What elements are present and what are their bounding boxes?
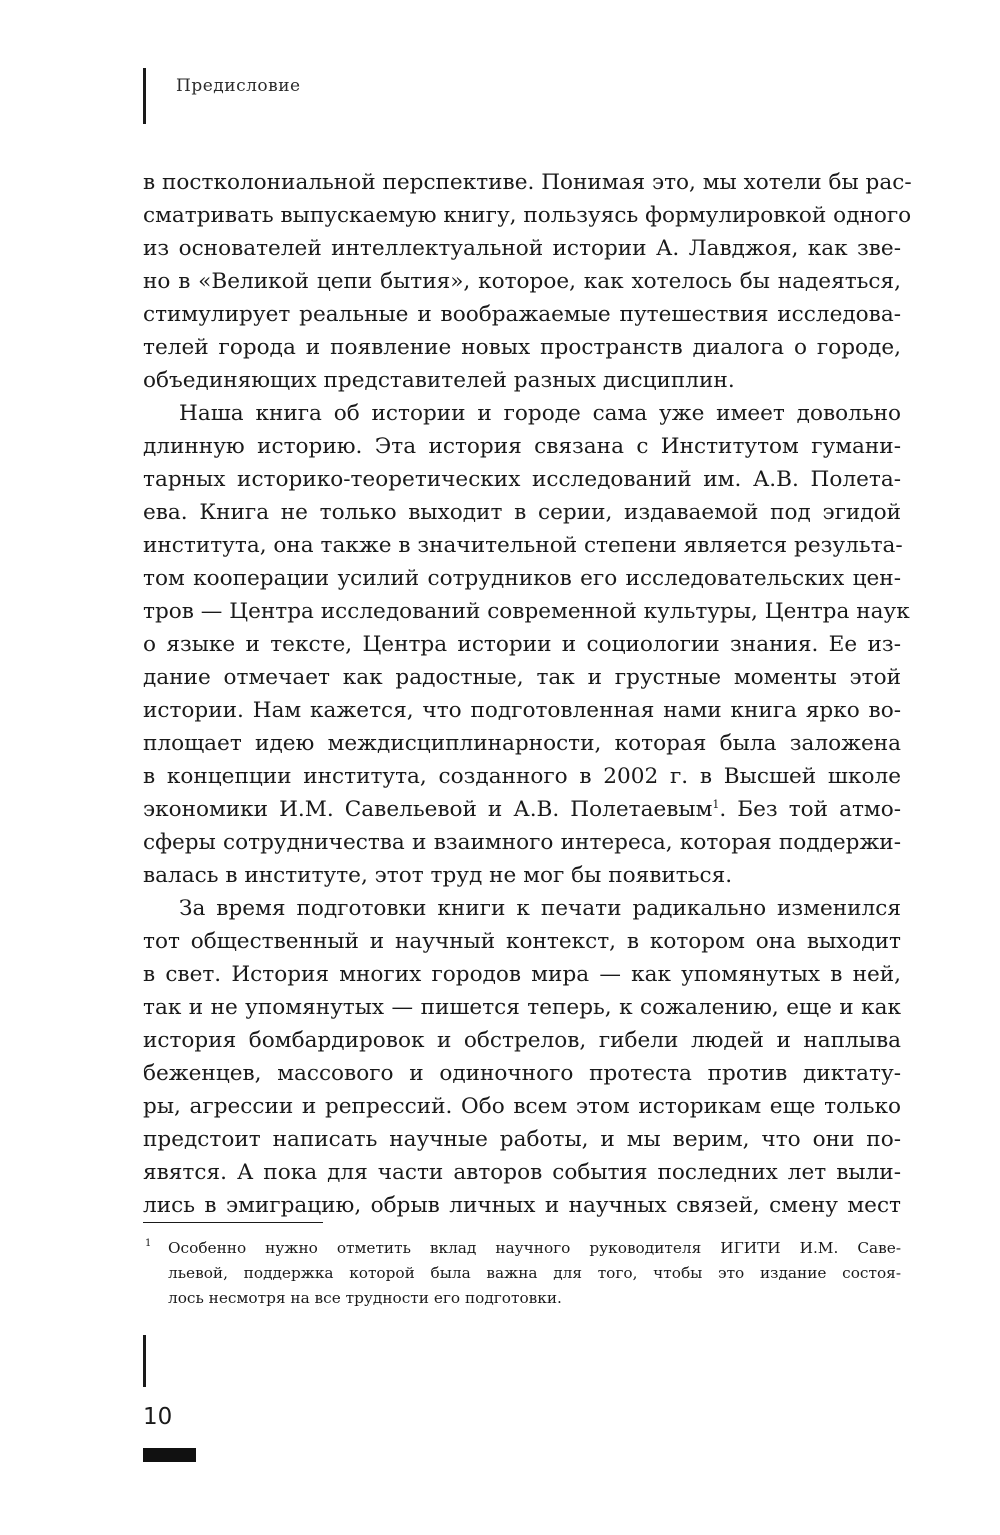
body-line: сферы сотрудничества и взаимного интереса, которая поддержи- [143,830,901,855]
body-line: так и не упомянутых — пишется теперь, к сожалению, еще и как [143,995,901,1020]
body-line: валась в институте, этот труд не мог бы появиться. [143,863,733,888]
body-line: но в «Великой цепи бытия», которое, как хотелось бы надеяться, [143,269,901,294]
body-line: стимулирует реальные и воображаемые путешествия исследова- [143,302,901,327]
footnote-separator [143,1222,323,1223]
footnote-line: лось несмотря на все трудности его подготовки. [168,1289,562,1307]
body-line: в свет. История многих городов мира — как упомянутых в ней, [143,962,901,987]
header-rule [143,68,146,124]
body-line: института, она также в значительной степени является результа- [143,533,903,558]
footer-rule [143,1335,146,1387]
body-line: лись в эмиграцию, обрыв личных и научных связей, смену мест [143,1193,901,1218]
body-line: тарных историко-теоретических исследований им. А.В. Полета- [143,467,901,492]
footnote-marker: 1 [145,1238,152,1249]
body-line: о языке и тексте, Центра истории и социологии знания. Ее из- [143,632,901,657]
body-line: За время подготовки книги к печати радикально изменился [179,896,901,921]
body-line-text: экономики И.М. Савельевой и А.В. Полетаевым [143,797,713,822]
body-line: телей города и появление новых пространств диалога о городе, [143,335,901,360]
body-line: истории. Нам кажется, что подготовленная нами книга ярко во- [143,698,901,723]
page-number-bar [143,1448,196,1462]
body-line: история бомбардировок и обстрелов, гибели людей и наплыва [143,1028,901,1053]
body-line: тров — Центра исследований современной культуры, Центра наук [143,599,910,624]
body-line: объединяющих представителей разных дисциплин. [143,368,735,393]
body-line: тот общественный и научный контекст, в котором она выходит [143,929,901,954]
body-line: в постколониальной перспективе. Понимая это, мы хотели бы рас- [143,170,912,195]
body-line: ры, агрессии и репрессий. Обо всем этом историкам еще только [143,1094,901,1119]
body-line: предстоит написать научные работы, и мы верим, что они по- [143,1127,901,1152]
body-line: явятся. А пока для части авторов события последних лет выли- [143,1160,901,1185]
body-text [143,166,912,1222]
footnote [143,1236,901,1311]
body-line-with-footnote-ref [143,793,901,826]
footnote-line: Особенно нужно отметить вклад научного руководителя ИГИТИ И.М. Саве- [168,1239,901,1257]
body-line: дание отмечает как радостные, так и грустные моменты этой [143,665,901,690]
body-line: ева. Книга не только выходит в серии, издаваемой под эгидой [143,500,901,525]
body-line-text: . Без той атмо- [719,797,901,822]
body-line: площает идею междисциплинарности, которая была заложена [143,731,901,756]
footnote-reference[interactable]: 1 [712,797,720,811]
body-line: из основателей интеллектуальной истории А. Лавджоя, как зве- [143,236,901,261]
running-head: Предисловие [176,76,301,96]
body-line: длинную историю. Эта история связана с Институтом гумани- [143,434,901,459]
body-line: сматривать выпускаемую книгу, пользуясь формулировкой одного [143,203,912,228]
body-line: беженцев, массового и одиночного протеста против диктату- [143,1061,901,1086]
body-line: в концепции института, созданного в 2002 г. в Высшей школе [143,764,901,789]
body-line: том кооперации усилий сотрудников его исследовательских цен- [143,566,901,591]
body-line: Наша книга об истории и городе сама уже имеет довольно [179,401,901,426]
footnote-line: льевой, поддержка которой была важна для того, чтобы это издание состоя- [168,1264,901,1282]
page-number: 10 [143,1404,173,1430]
